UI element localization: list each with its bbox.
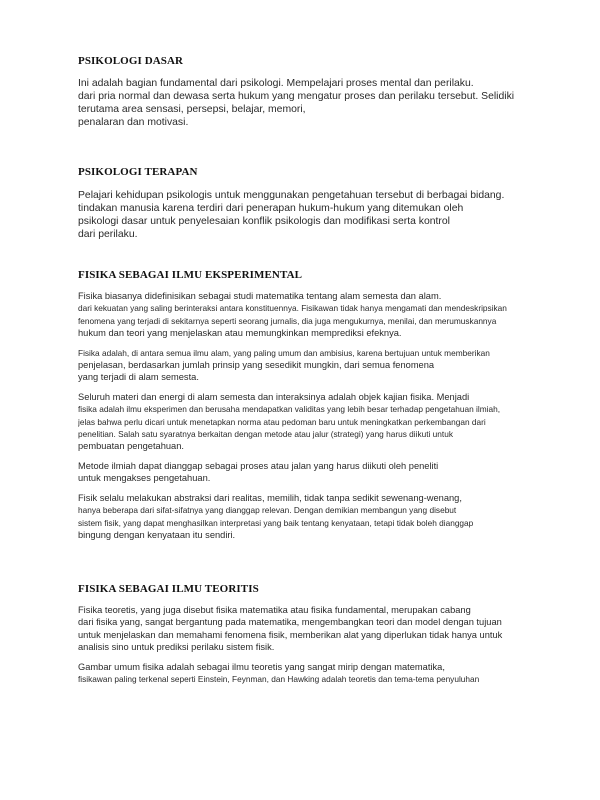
- text-line: penjelasan, berdasarkan jumlah prinsip yang sesedikit mungkin, dari semua fenomena: [78, 360, 435, 371]
- text-line: psikologi dasar untuk penyelesaian konflik psikologis dan modifikasi serta kontrol: [78, 216, 450, 227]
- text-line: dari perilaku.: [78, 229, 138, 240]
- paragraph: [78, 604, 538, 654]
- text-line: dari fisika yang, sangat bergantung pada matematika, mengembangkan teori dan model dengan tujuan: [78, 617, 502, 628]
- paragraph: [78, 391, 538, 453]
- section-heading: PSIKOLOGI TERAPAN: [78, 166, 198, 178]
- section-heading: FISIKA SEBAGAI ILMU EKSPERIMENTAL: [78, 269, 303, 281]
- text-line: hanya beberapa dari sifat-sifatnya yang dianggap relevan. Dengan demikian membangun yang disebut: [78, 505, 457, 516]
- paragraph: [78, 347, 538, 384]
- text-line: untuk menjelaskan dan memahami fenomena fisik, memberikan alat yang diperlukan tidak hanya untuk: [78, 629, 503, 640]
- text-line: penalaran dan motivasi.: [78, 117, 189, 128]
- text-line: Ini adalah bagian fundamental dari psikologi. Mempelajari proses mental dan perilaku.: [78, 78, 474, 89]
- text-line: terutama area sensasi, persepsi, belajar, memori,: [78, 104, 306, 115]
- text-line: dari kekuatan yang saling berinteraksi antara konstituennya. Fisikawan tidak hanya mengamati dan mendeskripsikan: [78, 303, 507, 314]
- text-line: Metode ilmiah dapat dianggap sebagai proses atau jalan yang harus diikuti oleh peneliti: [78, 460, 439, 471]
- text-line: Fisika biasanya didefinisikan sebagai studi matematika tentang alam semesta dan alam.: [78, 291, 442, 301]
- text-line: yang terjadi di alam semesta.: [78, 372, 199, 383]
- text-line: fenomena yang terjadi di sekitarnya seperti seorang jurnalis, dia juga mengukurnya, menilai, dan merumuskannya: [78, 315, 497, 326]
- section-psikologi-terapan: [78, 166, 538, 241]
- paragraph: [78, 290, 538, 340]
- text-line: bingung dengan kenyataan itu sendiri.: [78, 529, 236, 540]
- text-line: Seluruh materi dan energi di alam semesta dan interaksinya adalah objek kajian fisika. Menjadi: [78, 391, 470, 402]
- paragraph: [78, 661, 538, 686]
- text-line: Gambar umum fisika adalah sebagai ilmu teoretis yang sangat mirip dengan matematika,: [78, 661, 445, 672]
- text-line: analisis sino untuk prediksi perilaku sistem fisik.: [78, 642, 275, 653]
- text-line: Fisika teoretis, yang juga disebut fisika matematika atau fisika fundamental, merupakan cabang: [78, 605, 471, 615]
- text-line: Pelajari kehidupan psikologis untuk menggunakan pengetahuan tersebut di berbagai bidang.: [78, 190, 505, 201]
- text-line: hukum dan teori yang menjelaskan atau memungkinkan memprediksi efeknya.: [78, 328, 402, 339]
- text-line: Fisik selalu melakukan abstraksi dari realitas, memilih, tidak tanpa sedikit sewenang-wenang,: [78, 492, 462, 503]
- section-psikologi-dasar: [78, 55, 538, 129]
- paragraph: [78, 189, 538, 241]
- text-line: pembuatan pengetahuan.: [78, 441, 184, 452]
- paragraph: [78, 77, 538, 129]
- section-heading: PSIKOLOGI DASAR: [78, 55, 184, 67]
- text-line: dari pria normal dan dewasa serta hukum yang mengatur proses dan perilaku tersebut. Selidiki: [78, 91, 515, 102]
- text-line: jelas bahwa perlu dicari untuk menetapkan norma atau pedoman baru untuk meningkatkan perkembangan dari: [78, 416, 486, 427]
- section-heading: FISIKA SEBAGAI ILMU TEORITIS: [78, 583, 259, 595]
- text-line: tindakan manusia karena terdiri dari penerapan hukum-hukum yang ditemukan oleh: [78, 203, 464, 214]
- paragraph: [78, 460, 538, 485]
- text-line: Fisika adalah, di antara semua ilmu alam, yang paling umum dan ambisius, karena bertujuan untuk memberikan: [78, 347, 490, 358]
- text-line: penelitian. Salah satu syaratnya berkaitan dengan metode atau jalur (strategi) yang harus diikuti untuk: [78, 429, 453, 440]
- text-line: untuk mengakses pengetahuan.: [78, 473, 211, 484]
- text-line: fisika adalah ilmu eksperimen dan berusaha mendapatkan validitas yang lebih besar terhadap pengetahuan ilmiah,: [78, 404, 501, 415]
- text-line: sistem fisik, yang dapat menghasilkan interpretasi yang baik tentang kenyataan, tetapi tidak boleh dianggap: [78, 517, 474, 528]
- section-fisika-eksperimental: [78, 269, 538, 541]
- paragraph: [78, 492, 538, 542]
- text-line: fisikawan paling terkenal seperti Einstein, Feynman, dan Hawking adalah teoretis dan tema-tema penyuluhan: [78, 674, 480, 685]
- section-fisika-teoritis: [78, 583, 538, 685]
